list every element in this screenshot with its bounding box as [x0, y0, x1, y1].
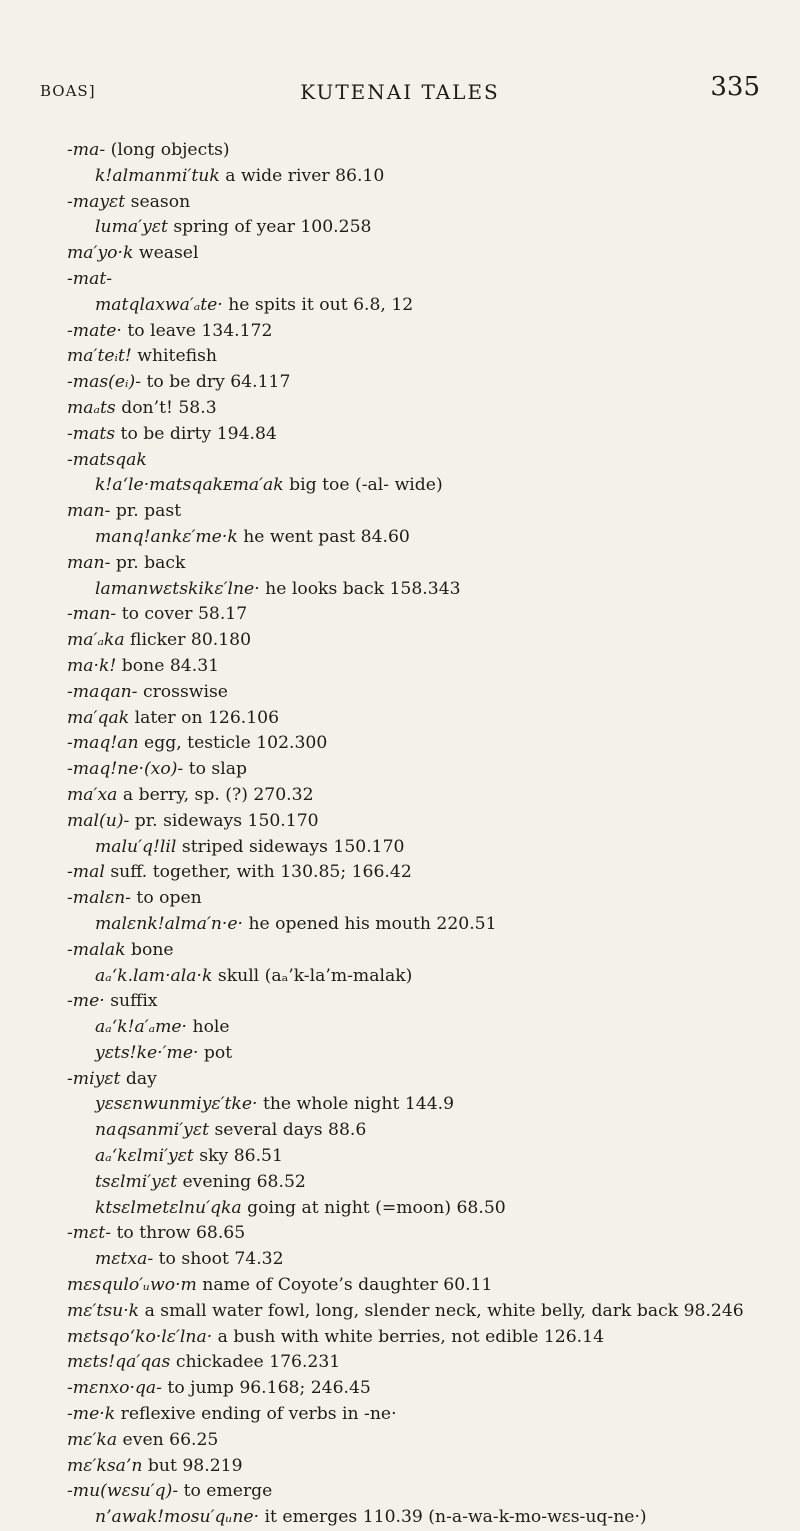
sub-entry — [67, 835, 783, 861]
entry — [67, 628, 783, 654]
sub-entry — [67, 1196, 783, 1222]
headword: -man- — [67, 604, 117, 625]
sub-entry — [67, 1170, 783, 1196]
headword: -mu(wɛsu′q)- — [67, 1481, 179, 1502]
sub-entry — [67, 1092, 783, 1118]
gloss: going at night (=moon) 68.50 — [241, 1197, 506, 1218]
headword: aₐ‘kɛlmi′yɛt — [95, 1146, 194, 1167]
entry — [67, 809, 783, 835]
headword: ma·k! — [67, 655, 117, 676]
sub-entry — [67, 473, 783, 499]
headword: -malak — [67, 939, 126, 960]
headword: ma′ₐka — [67, 630, 125, 651]
sub-entry — [67, 577, 783, 603]
gloss: bone — [125, 939, 174, 960]
sub-entry — [67, 1505, 783, 1531]
entry — [67, 138, 783, 164]
sub-entry — [67, 1015, 783, 1041]
headword: mɛ′ka — [67, 1429, 118, 1450]
entry — [67, 1221, 783, 1247]
headword: lamanwɛtskikɛ′lne· — [95, 578, 260, 599]
headword: maₐts — [67, 397, 116, 418]
gloss: name of Coyote’s daughter 60.11 — [196, 1275, 493, 1296]
gloss: a wide river 86.10 — [219, 165, 385, 186]
gloss: bone 84.31 — [116, 655, 220, 676]
entry — [67, 1428, 783, 1454]
headword: -maq!an — [67, 733, 139, 754]
headword: -maq!ne·(xo)- — [67, 759, 184, 780]
headword: -mas(eᵢ)- — [67, 372, 142, 393]
gloss: flicker 80.180 — [124, 630, 252, 651]
running-head-author: BOAS] — [40, 82, 96, 100]
entry — [67, 706, 783, 732]
gloss: to cover 58.17 — [116, 604, 248, 625]
headword: -matsqak — [67, 449, 147, 470]
gloss: to jump 96.168; 246.45 — [161, 1378, 371, 1399]
headword: -mat- — [67, 268, 113, 289]
gloss: hole — [187, 1017, 230, 1038]
headword: ma′teᵢt! — [67, 346, 132, 367]
headword: matqlaxwa′ₐte· — [95, 294, 223, 315]
gloss: pr. past — [110, 501, 182, 522]
headword: -me· — [67, 991, 105, 1012]
headword: -ma- — [67, 140, 106, 160]
entry — [67, 190, 783, 216]
gloss: later on 126.106 — [129, 707, 280, 728]
headword: -mɛnxo·qa- — [67, 1378, 162, 1399]
entry — [67, 654, 783, 680]
gloss: evening 68.52 — [177, 1171, 306, 1192]
entry — [67, 783, 783, 809]
headword: -malɛn- — [67, 888, 131, 909]
entry — [67, 1350, 783, 1376]
headword: aₐ‘k!a′ₐme· — [95, 1017, 188, 1038]
headword: -mate· — [67, 320, 122, 341]
headword: mal(u)- — [67, 810, 130, 831]
gloss: to throw 68.65 — [111, 1223, 246, 1244]
gloss: big toe (-al- wide) — [283, 475, 443, 496]
gloss: suffix — [104, 991, 158, 1012]
headword: mɛtxa- — [95, 1249, 154, 1270]
gloss: even 66.25 — [117, 1429, 219, 1450]
page-number: 335 — [710, 72, 760, 102]
gloss: pot — [198, 1042, 233, 1063]
gloss: egg, testicle 102.300 — [138, 733, 328, 754]
headword: malu′q!lil — [95, 836, 177, 857]
gloss: to shoot 74.32 — [153, 1249, 284, 1270]
gloss: to be dirty 194.84 — [115, 423, 277, 444]
entry — [67, 989, 783, 1015]
entry — [67, 1067, 783, 1093]
entry — [67, 1325, 783, 1351]
gloss: he spits it out 6.8, 12 — [222, 294, 414, 315]
headword: -mayɛt — [67, 191, 126, 212]
entry — [67, 1299, 783, 1325]
headword: k!almanmi′tuk — [95, 165, 220, 186]
entry — [67, 499, 783, 525]
gloss: it emerges 110.39 (n-a-wa-k-mo-wɛs-uq-ne·) — [259, 1507, 647, 1528]
gloss: he went past 84.60 — [237, 526, 410, 547]
vocabulary-list — [67, 138, 783, 1531]
entry — [67, 1402, 783, 1428]
sub-entry — [67, 525, 783, 551]
entry — [67, 757, 783, 783]
headword: luma′yɛt — [95, 217, 168, 238]
entry — [67, 319, 783, 345]
gloss: a bush with white berries, not edible 126.14 — [212, 1326, 605, 1347]
entry — [67, 938, 783, 964]
gloss: to open — [130, 888, 202, 909]
page-header — [40, 72, 760, 114]
entry — [67, 344, 783, 370]
gloss: to leave 134.172 — [121, 320, 273, 341]
gloss: pr. back — [110, 552, 186, 573]
gloss: spring of year 100.258 — [167, 217, 372, 238]
gloss: pr. sideways 150.170 — [129, 810, 319, 831]
gloss: crosswise — [137, 681, 228, 702]
sub-entry — [67, 1144, 783, 1170]
gloss: striped sideways 150.170 — [176, 836, 405, 857]
headword: n’awak!mosu′qᵤne· — [95, 1507, 260, 1528]
entry — [67, 731, 783, 757]
entry — [67, 422, 783, 448]
gloss: reflexive ending of verbs in -ne· — [115, 1404, 397, 1425]
headword: mɛ′tsu·k — [67, 1300, 140, 1321]
headword: aₐ‘k.lam·ala·k — [95, 965, 213, 986]
entry — [67, 602, 783, 628]
sub-entry — [67, 1118, 783, 1144]
sub-entry — [67, 215, 783, 241]
headword: tsɛlmi′yɛt — [95, 1171, 177, 1192]
headword: mɛ′ksa’n — [67, 1455, 143, 1476]
headword: manq!ankɛ′me·k — [95, 526, 238, 547]
gloss: a small water fowl, long, slender neck, white belly, dark back 98.246 — [139, 1300, 744, 1321]
headword: mɛsqulo′ᵤwo·m — [67, 1275, 197, 1296]
headword: man- — [67, 501, 111, 522]
headword: -mats — [67, 423, 116, 444]
headword: -me·k — [67, 1404, 116, 1425]
gloss: he opened his mouth 220.51 — [243, 913, 497, 934]
headword: man- — [67, 552, 111, 573]
gloss: suff. together, with 130.85; 166.42 — [104, 862, 412, 883]
headword: yɛsɛnwunmiyɛ′tke· — [95, 1094, 258, 1115]
sub-entry — [67, 912, 783, 938]
headword: ma′yo·k — [67, 243, 134, 264]
gloss: (long objects) — [105, 140, 230, 160]
headword: ma′xa — [67, 784, 118, 805]
gloss: to be dry 64.117 — [141, 372, 291, 393]
headword: mɛtsqo‘ko·lɛ′lna· — [67, 1326, 213, 1347]
gloss: sky 86.51 — [193, 1146, 283, 1167]
gloss: a berry, sp. (?) 270.32 — [117, 784, 314, 805]
running-head-title: KUTENAI TALES — [300, 80, 500, 104]
entry — [67, 680, 783, 706]
sub-entry — [67, 964, 783, 990]
headword: naqsanmi′yɛt — [95, 1120, 209, 1141]
gloss: chickadee 176.231 — [170, 1352, 341, 1373]
gloss: the whole night 144.9 — [257, 1094, 455, 1115]
sub-entry — [67, 1041, 783, 1067]
gloss: he looks back 158.343 — [259, 578, 461, 599]
entry — [67, 267, 783, 293]
gloss: to slap — [183, 759, 247, 780]
headword: yɛts!ke·′me· — [95, 1042, 199, 1063]
entry — [67, 860, 783, 886]
gloss: several days 88.6 — [209, 1120, 367, 1141]
sub-entry — [67, 293, 783, 319]
headword: -mal — [67, 862, 105, 883]
entry — [67, 370, 783, 396]
gloss: don’t! 58.3 — [115, 397, 217, 418]
entry — [67, 448, 783, 474]
gloss: but 98.219 — [142, 1455, 243, 1476]
entry — [67, 886, 783, 912]
entry — [67, 1273, 783, 1299]
gloss: weasel — [133, 243, 199, 264]
gloss: day — [120, 1068, 157, 1089]
headword: ma′qak — [67, 707, 130, 728]
sub-entry — [67, 1247, 783, 1273]
headword: ktsɛlmetɛlnu′qka — [95, 1197, 242, 1218]
sub-entry — [67, 164, 783, 190]
entry — [67, 396, 783, 422]
gloss: whitefish — [131, 346, 217, 367]
headword: -maqan- — [67, 681, 138, 702]
gloss: skull (aₐ’k-la’m-malak) — [212, 965, 413, 986]
entry — [67, 1479, 783, 1505]
gloss: to emerge — [178, 1481, 273, 1502]
entry — [67, 241, 783, 267]
gloss: season — [125, 191, 191, 212]
entry — [67, 551, 783, 577]
entry — [67, 1454, 783, 1480]
headword: -mɛt- — [67, 1223, 112, 1244]
headword: -miyɛt — [67, 1068, 121, 1089]
headword: mɛts!qa′qas — [67, 1352, 171, 1373]
headword: k!a‘le·matsqakᴇma′ak — [95, 475, 284, 496]
entry — [67, 1376, 783, 1402]
headword: malɛnk!alma′n·e· — [95, 913, 244, 934]
